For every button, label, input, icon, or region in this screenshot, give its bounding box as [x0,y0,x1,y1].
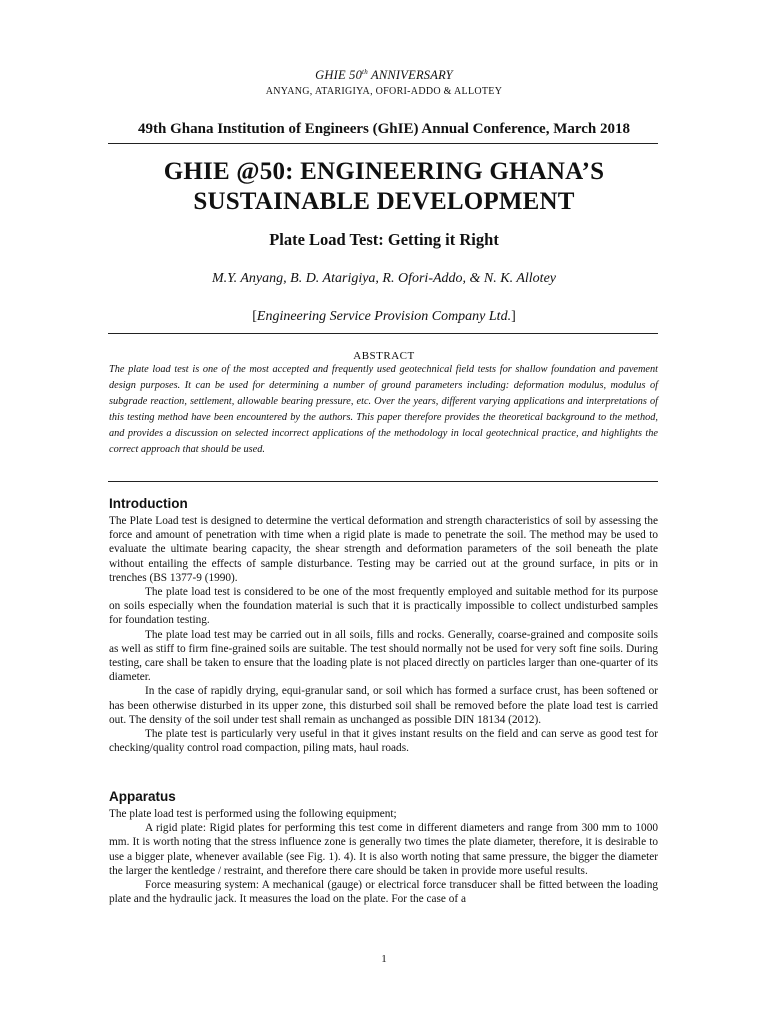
apparatus-body [109,807,658,906]
running-authors: ANYANG, ATARIGIYA, OFORI-ADDO & ALLOTEY [265,86,503,97]
conference-line: 49th Ghana Institution of Engineers (GhIE) Annual Conference, March 2018 [138,121,630,137]
paragraph: The plate load test is considered to be one of the most frequently employed and suitable method for its purpose on soils especially when the foundation material is such that it is practically impossible to collect undisturbed samples for foundation testing. [109,586,658,627]
paragraph: Force measuring system: A mechanical (gauge) or electrical force transducer shall be fitted between the loading plate and the hydraulic jack. It measures the load on the plate. For the case of a [109,879,658,906]
introduction-body [109,514,658,755]
page-number: 1 [381,953,387,965]
running-title: GHIE 50th ANNIVERSARY [315,68,453,83]
abstract-heading: ABSTRACT [353,350,415,362]
paragraph: The plate load test is performed using the following equipment; [109,808,397,820]
divider [108,333,658,334]
divider [108,143,658,144]
paragraph: The plate test is particularly very useful in that it gives instant results on the field and can serve as good test for checking/quality control road compaction, piling mats, haul roads. [109,728,658,755]
section-heading-apparatus: Apparatus [109,789,176,804]
abstract-text: The plate load test is one of the most accepted and frequently used geotechnical field tests for shallow foundation and pavement design purposes. It can be used for determining a number of ground parameters including: deformation modulus, modulus of subgrade reaction, settlement, allowable bearing pressure, etc. Over the years, different varying applications and interpretations of this testing method have been encountered by the authors. This paper therefore provides the theoretical background to the method, and provides a discussion on selected incorrect applications of the methodology in local geotechnical practice, and highlights the correct approach that should be used. [109,364,658,455]
paper-subtitle: Plate Load Test: Getting it Right [269,230,499,249]
divider [108,481,658,482]
affiliation: [Engineering Service Provision Company Ltd.] [252,309,516,324]
paper-title: GHIE @50: ENGINEERING GHANA’S SUSTAINABLE DEVELOPMENT [163,158,605,215]
paragraph: The plate load test may be carried out in all soils, fills and rocks. Generally, coarse-grained and composite soils as well as stiff to firm fine-grained soils are suitable. The test should normally not be used for very soft fine soils. During testing, care shall be taken to ensure that the loading plate is not placed directly on particles larger than one-quarter of its diameter. [109,628,658,684]
paragraph: In the case of rapidly drying, equi-granular sand, or soil which has formed a surface crust, has been softened or has been otherwise disturbed in its upper zone, this disturbed soil shall be removed before the plate load test is carried out. The density of the soil under test shall remain as unchanged as possible DIN 18134 (2012). [109,685,658,726]
section-heading-introduction: Introduction [109,496,188,511]
paragraph: A rigid plate: Rigid plates for performing this test come in different diameters and range from 300 mm to 1000 mm. It is worth noting that the stress influence zone is generally two times the plate diameter, therefore, it is desirable to use a bigger plate, whenever available (see Fig. 1). 4). It is also worth noting that same pressure, the bigger the diameter the larger the kentledge / restraint, and therefore there care should be taken in provide more useful results. [109,822,658,877]
authors: M.Y. Anyang, B. D. Atarigiya, R. Ofori-Addo, & N. K. Allotey [211,271,557,286]
paragraph: The Plate Load test is designed to determine the vertical deformation and strength characteristics of soil by assessing the force and amount of penetration with time when a rigid plate is made to penetrate the soil. The method may be used to evaluate the ultimate bearing capacity, the shear strength and deformation parameters of the soil beneath the plate without entailing the effects of sample disturbance. Testing may be carried out at the ground surface, in pits or in trenches (BS 1377-9 (1990). [109,515,658,584]
